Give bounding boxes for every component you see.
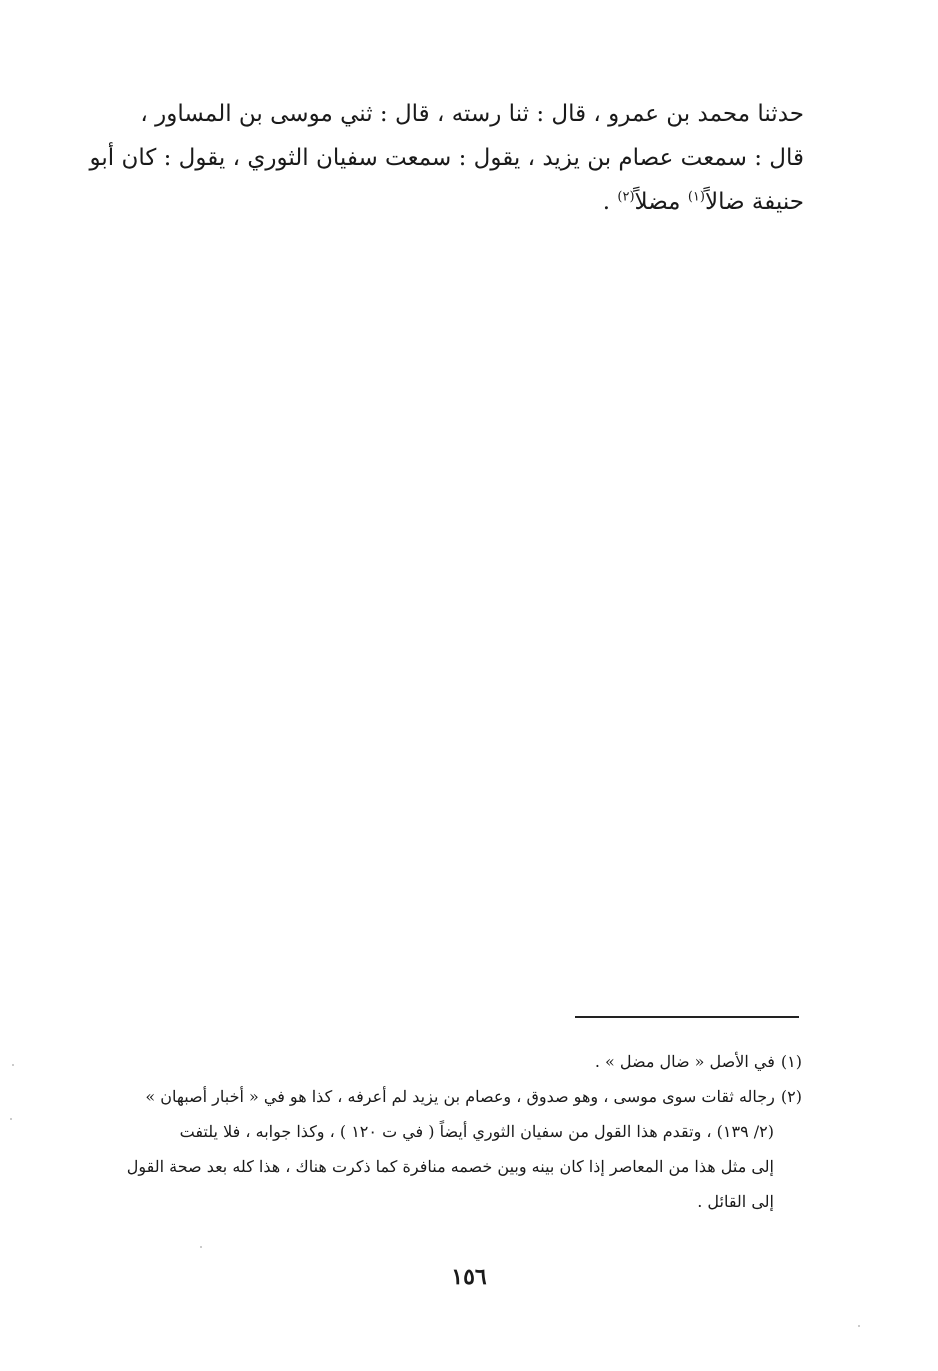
scan-speck (858, 1325, 860, 1327)
footnote-2-line-4: إلى القائل . (697, 1192, 774, 1211)
footnote-2-line-3: إلى مثل هذا من المعاصر إذا كان بينه وبين خصمه منافرة كما ذكرت هناك ، هذا كله بعد صحة القول (126, 1157, 774, 1176)
page-number: ١٥٦ (451, 1264, 487, 1290)
footnotes (84, 1044, 802, 1219)
main-text (88, 92, 804, 224)
footnote-marker-1: (١) (687, 189, 705, 205)
footnote-marker-2: (٢) (617, 189, 635, 205)
main-line-2: قال : سمعت عصام بن يزيد ، يقول : سمعت سفيان الثوري ، يقول : كان أبو (89, 145, 804, 171)
scan-speck (10, 1118, 12, 1120)
footnote-2-text: رجاله ثقات سوى موسى ، وهو صدوق ، وعصام بن يزيد لم أعرفه ، كذا هو في « أخبار أصبهان » (145, 1087, 775, 1106)
footnote-separator (575, 1016, 799, 1018)
main-line-3-part-2: مضلاً (634, 189, 688, 215)
scan-speck (200, 1246, 202, 1248)
footnote-1-number: (١) (780, 1052, 802, 1071)
main-line-1: حدثنا محمد بن عمرو ، قال : ثنا رسته ، قال : ثني موسى بن المساور ، (140, 101, 804, 127)
footnote-2-number: (٢) (780, 1087, 802, 1106)
main-line-3 (88, 180, 804, 224)
footnote-1-text: في الأصل « ضال مضل » . (594, 1052, 775, 1071)
scan-speck (12, 1064, 14, 1066)
footnote-2 (84, 1079, 802, 1114)
footnote-1 (84, 1044, 802, 1079)
main-line-3-part-1: حنيفة ضالاً (704, 189, 804, 215)
main-line-3-end: . (602, 189, 618, 215)
footnote-2-line-2: (٢/ ١٣٩) ، وتقدم هذا القول من سفيان الثوري أيضاً ( في ت ١٢٠ ) ، وكذا جوابه ، فلا يلتفت (179, 1122, 774, 1141)
